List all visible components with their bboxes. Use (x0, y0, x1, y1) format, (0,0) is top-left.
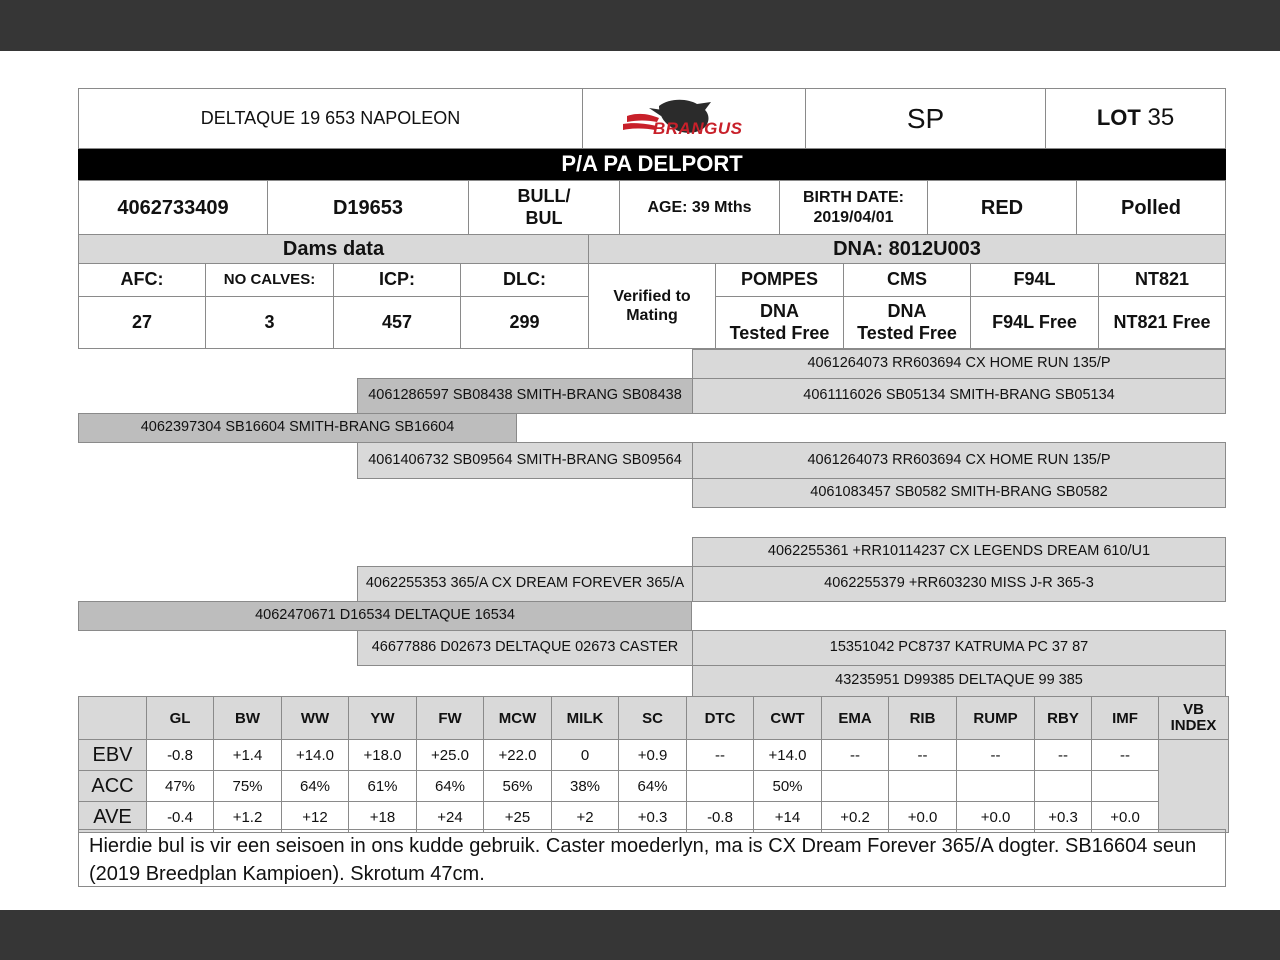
table-row (79, 802, 1229, 833)
dlc-value: 299 (460, 296, 589, 349)
pedigree-sire-dam: 4061406732 SB09564 SMITH-BRANG SB09564 (357, 442, 693, 479)
colour-cell: RED (927, 180, 1077, 235)
dlc-header: DLC: (460, 263, 589, 297)
cms-header: CMS (843, 263, 971, 297)
table-cell: -0.4 (147, 802, 214, 833)
pedigree-dam-sire-dam: 4062255379 +RR603230 MISS J-R 365-3 (692, 566, 1226, 602)
cms-result-line1: DNA (887, 300, 927, 321)
pompes-header: POMPES (715, 263, 844, 297)
col-mcw: MCW (484, 697, 552, 740)
dams-data-title: Dams data (78, 234, 589, 264)
f94l-header: F94L (970, 263, 1099, 297)
table-cell: +0.3 (1035, 802, 1092, 833)
icp-value: 457 (333, 296, 461, 349)
table-cell: -- (957, 740, 1035, 771)
table-cell: +24 (417, 802, 484, 833)
table-cell: +0.0 (1092, 802, 1159, 833)
pompes-result (715, 296, 844, 349)
pedigree-sire-sire-sire: 4061264073 RR603694 CX HOME RUN 135/P (692, 349, 1226, 379)
col-bw: BW (214, 697, 282, 740)
verified-to-mating (588, 263, 716, 349)
col-ww: WW (282, 697, 349, 740)
table-cell: +1.2 (214, 802, 282, 833)
table-cell: 64% (417, 771, 484, 802)
table-cell: -- (1092, 740, 1159, 771)
table-cell: +18 (349, 802, 417, 833)
row-label-ebv: EBV (79, 740, 147, 771)
cms-result (843, 296, 971, 349)
table-cell: -0.8 (147, 740, 214, 771)
table-row (79, 771, 1229, 802)
table-cell: 47% (147, 771, 214, 802)
table-cell: +14 (754, 802, 822, 833)
table-cell (822, 771, 889, 802)
pedigree-dam-dam-dam: 43235951 D99385 DELTAQUE 99 385 (692, 665, 1226, 697)
table-cell: +0.2 (822, 802, 889, 833)
vb-line1: VB (1183, 700, 1204, 718)
col-imf: IMF (1092, 697, 1159, 740)
col-vb-index (1159, 697, 1229, 740)
table-cell: -0.8 (687, 802, 754, 833)
table-cell: 0 (552, 740, 619, 771)
pedigree-dam-sire-sire: 4062255361 +RR10114237 CX LEGENDS DREAM 610/U1 (692, 537, 1226, 567)
age-cell: AGE: 39 Mths (619, 180, 780, 235)
table-cell: 64% (282, 771, 349, 802)
horn-status-cell: Polled (1076, 180, 1226, 235)
table-cell: 64% (619, 771, 687, 802)
pompes-result-line2: Tested Free (729, 322, 830, 343)
birth-date-cell (779, 180, 928, 235)
lot-number: 35 (1147, 104, 1175, 132)
table-cell: +0.0 (957, 802, 1035, 833)
icp-header: ICP: (333, 263, 461, 297)
table-cell (687, 771, 754, 802)
cms-result-line2: Tested Free (857, 322, 957, 343)
table-cell: -- (687, 740, 754, 771)
animal-name: DELTAQUE 19 653 NAPOLEON (78, 88, 583, 149)
table-cell: -- (889, 740, 957, 771)
table-cell: +25.0 (417, 740, 484, 771)
bottom-frame-bar (0, 910, 1280, 960)
sex-line1: BULL/ (517, 185, 571, 206)
logo-wordmark: BRANGUS (653, 119, 743, 138)
grade-label: SP (805, 88, 1046, 149)
verified-line2: Mating (626, 307, 678, 324)
birth-date-label: BIRTH DATE: (802, 189, 905, 207)
col-ema: EMA (822, 697, 889, 740)
table-cell (889, 771, 957, 802)
col-cwt: CWT (754, 697, 822, 740)
table-cell: 75% (214, 771, 282, 802)
table-cell: +0.3 (619, 802, 687, 833)
pedigree-dam: 4062470671 D16534 DELTAQUE 16534 (78, 601, 692, 631)
table-cell: -- (1035, 740, 1092, 771)
table-row (79, 740, 1229, 771)
table-cell: +0.9 (619, 740, 687, 771)
row-label-ave: AVE (79, 802, 147, 833)
brangus-logo (582, 88, 806, 149)
pedigree-sire-dam-dam: 4061083457 SB0582 SMITH-BRANG SB0582 (692, 478, 1226, 508)
table-cell: 56% (484, 771, 552, 802)
ebv-table (78, 696, 1229, 833)
nt821-result: NT821 Free (1098, 296, 1226, 349)
col-rby: RBY (1035, 697, 1092, 740)
pedigree-dam-sire: 4062255353 365/A CX DREAM FOREVER 365/A (357, 566, 693, 602)
col-rump: RUMP (957, 697, 1035, 740)
table-cell: -- (822, 740, 889, 771)
table-cell: 38% (552, 771, 619, 802)
owner-banner: P/A PA DELPORT (78, 149, 1226, 180)
verified-line1: Verified to (613, 287, 691, 305)
table-cell (1035, 771, 1092, 802)
ebv-header-row (79, 697, 1229, 740)
pedigree-sire-sire: 4061286597 SB08438 SMITH-BRANG SB08438 (357, 378, 693, 414)
col-rib: RIB (889, 697, 957, 740)
pompes-result-line1: DNA (760, 300, 799, 321)
table-cell: +14.0 (282, 740, 349, 771)
no-calves-header: NO CALVES: (205, 263, 334, 297)
table-cell: +22.0 (484, 740, 552, 771)
table-cell (1092, 771, 1159, 802)
row-label-acc: ACC (79, 771, 147, 802)
col-dtc: DTC (687, 697, 754, 740)
table-cell: +14.0 (754, 740, 822, 771)
top-frame-bar (0, 0, 1280, 51)
birth-date-value: 2019/04/01 (813, 208, 894, 226)
pedigree-sire: 4062397304 SB16604 SMITH-BRANG SB16604 (78, 413, 517, 443)
table-cell (957, 771, 1035, 802)
pedigree-sire-sire-dam: 4061116026 SB05134 SMITH-BRANG SB05134 (692, 378, 1226, 414)
lot-cell (1045, 88, 1226, 149)
pedigree-sire-dam-sire: 4061264073 RR603694 CX HOME RUN 135/P (692, 442, 1226, 479)
nt821-header: NT821 (1098, 263, 1226, 297)
table-cell: +18.0 (349, 740, 417, 771)
f94l-result: F94L Free (970, 296, 1099, 349)
pedigree-dam-dam: 46677886 D02673 DELTAQUE 02673 CASTER (357, 630, 693, 666)
ebv-corner (79, 697, 147, 740)
table-cell: +1.4 (214, 740, 282, 771)
no-calves-value: 3 (205, 296, 334, 349)
afc-header: AFC: (78, 263, 206, 297)
afc-value: 27 (78, 296, 206, 349)
pedigree-dam-dam-sire: 15351042 PC8737 KATRUMA PC 37 87 (692, 630, 1226, 666)
vb-index-value (1159, 740, 1229, 833)
table-cell: +25 (484, 802, 552, 833)
col-milk: MILK (552, 697, 619, 740)
col-yw: YW (349, 697, 417, 740)
col-gl: GL (147, 697, 214, 740)
vb-line2: INDEX (1170, 717, 1217, 734)
sex-cell (468, 180, 620, 235)
table-cell: +2 (552, 802, 619, 833)
table-cell: 50% (754, 771, 822, 802)
sex-line2: BUL (525, 207, 563, 228)
table-cell: 61% (349, 771, 417, 802)
col-fw: FW (417, 697, 484, 740)
dna-title: DNA: 8012U003 (588, 234, 1226, 264)
ident-number: D19653 (267, 180, 469, 235)
comments-note: Hierdie bul is vir een seisoen in ons kudde gebruik. Caster moederlyn, ma is CX Dream Forever 365/A dogter. SB16604 seun (2019 Breedplan Kampioen). Skrotum 47cm. (78, 829, 1226, 887)
lot-label: LOT (1096, 105, 1141, 131)
registration-number: 4062733409 (78, 180, 268, 235)
col-sc: SC (619, 697, 687, 740)
table-cell: +0.0 (889, 802, 957, 833)
table-cell: +12 (282, 802, 349, 833)
